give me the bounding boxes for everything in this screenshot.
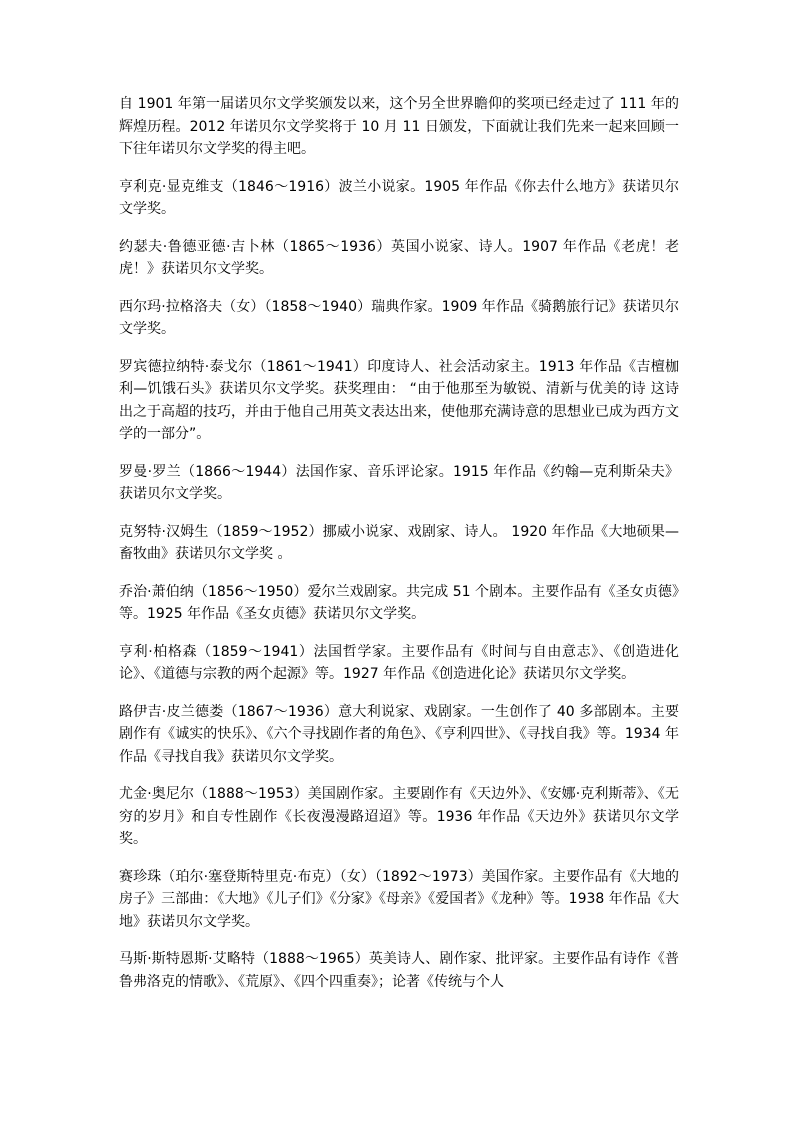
laureate-entry-bergson: 亨利·柏格森（1859～1941）法国哲学家。主要作品有《时间与自由意志》、《创造进化论》、《道德与宗教的两个起源》等。1927 年作品《创造进化论》获诺贝尔文学奖。 [119,643,679,682]
laureate-entry-buck: 赛珍珠（珀尔·塞登斯特里克·布克）（女）（1892～1973）美国作家。主要作品有《大地的房子》三部曲：《大地》《儿子们》《分家》《母亲》《爱国者》《龙种》等。1938 年作品《大地》获诺贝尔文学奖。 [119,868,679,930]
laureate-entry-kipling: 约瑟夫·鲁德亚德·吉卜林（1865～1936）英国小说家、诗人。1907 年作品《老虎！老虎！》获诺贝尔文学奖。 [119,238,679,277]
laureate-entry-lagerlof: 西尔玛·拉格洛夫（女）（1858～1940）瑞典作家。1909 年作品《骑鹅旅行记》获诺贝尔文学奖。 [119,298,679,337]
laureate-entry-shaw: 乔治·萧伯纳（1856～1950）爱尔兰戏剧家。共完成 51 个剧本。主要作品有《圣女贞德》等。1925 年作品《圣女贞德》获诺贝尔文学奖。 [119,583,679,622]
document-page [119,93,679,1008]
laureate-entry-tagore: 罗宾德拉纳特·泰戈尔（1861～1941）印度诗人、社会活动家主。1913 年作品《吉檀枷利—饥饿石头》获诺贝尔文学奖。获奖理由： “由于他那至为敏锐、清新与优美的诗 这诗出之于高超的技巧，并由于他自己用英文表达出来，使他那充满诗意的思想业已成为西方文学的一部分”。 [119,358,679,442]
laureate-entry-hamsun: 克努特·汉姆生（1859～1952）挪威小说家、戏剧家、诗人。 1920 年作品《大地硕果—畜牧曲》获诺贝尔文学奖 。 [119,523,679,562]
laureate-entry-rolland: 罗曼·罗兰（1866～1944）法国作家、音乐评论家。1915 年作品《约翰—克利斯朵夫》获诺贝尔文学奖。 [119,463,679,502]
laureate-entry-eliot: 马斯·斯特恩斯·艾略特（1888～1965）英美诗人、剧作家、批评家。主要作品有诗作《普鲁弗洛克的情歌》、《荒原》、《四个四重奏》；论著《传统与个人 [119,951,679,990]
intro-paragraph: 自 1901 年第一届诺贝尔文学奖颁发以来，这个另全世界瞻仰的奖项已经走过了 111 年的辉煌历程。2012 年诺贝尔文学奖将于 10 月 11 日颁发，下面就让我们先来一起来回顾一下往年诺贝尔文学奖的得主吧。 [119,96,679,157]
laureate-entry-oneill: 尤金·奥尼尔（1888～1953）美国剧作家。主要剧作有《天边外》、《安娜·克利斯蒂》、《无穷的岁月》和自专性剧作《长夜漫漫路迢迢》等。1936 年作品《天边外》获诺贝尔文学奖。 [119,786,679,847]
laureate-entry-pirandello: 路伊吉·皮兰德娄（1867～1936）意大利说家、戏剧家。一生创作了 40 多部剧本。主要剧作有《诚实的快乐》、《六个寻找剧作者的角色》、《亨利四世》、《寻找自我》等。1934 年作品《寻找自我》获诺贝尔文学奖。 [119,703,679,765]
laureate-entry-sienkiewicz: 亨利克·显克维支（1846～1916）波兰小说家。1905 年作品《你去什么地方》获诺贝尔文学奖。 [119,178,679,217]
